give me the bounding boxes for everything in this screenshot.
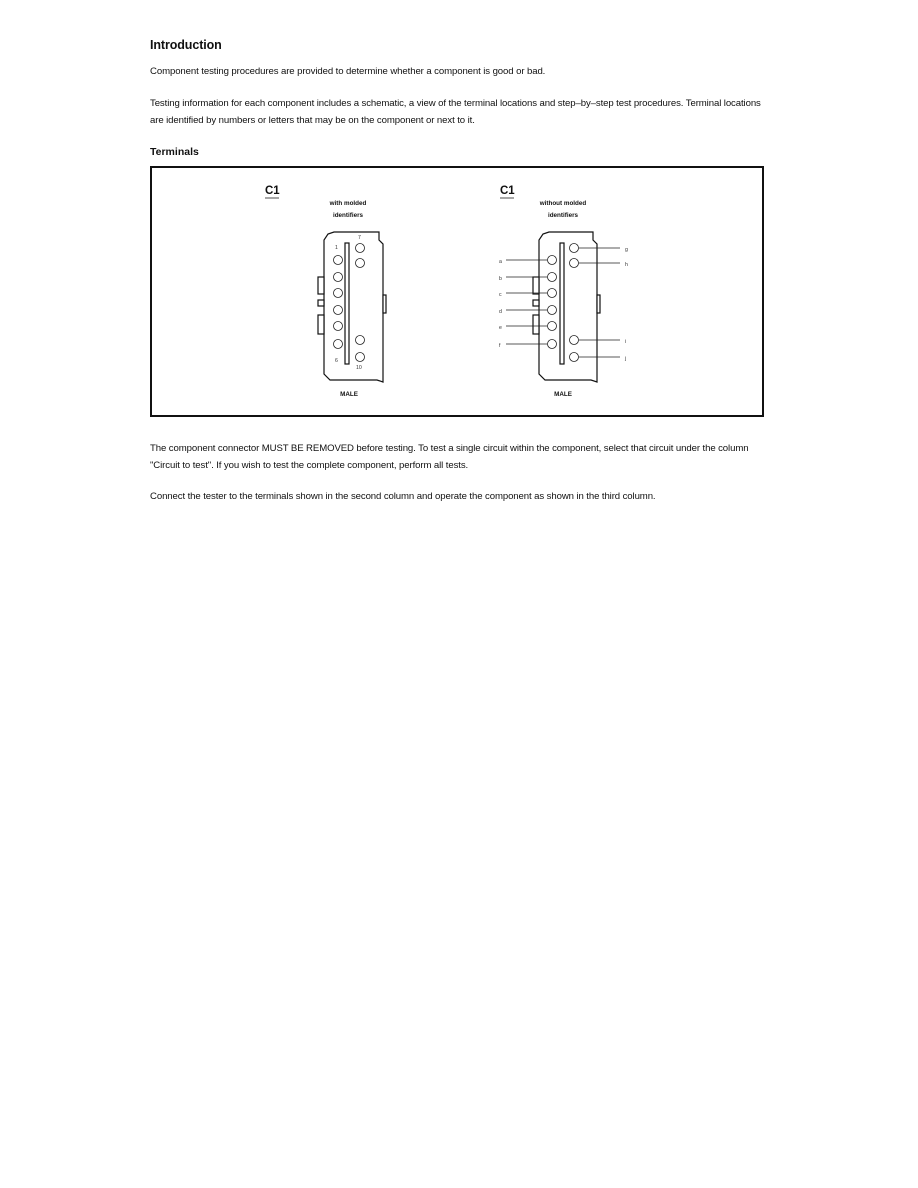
right-key-lower [533,315,539,334]
left-gender-label: MALE [340,391,358,398]
right-gender-label: MALE [554,391,572,398]
terminals-heading: Terminals [150,146,199,158]
right-connector-housing [539,232,597,382]
right-connector-label: C1 [500,185,515,197]
instructions-paragraph-1: The component connector MUST BE REMOVED before testing. To test a single circuit within the component, select that circuit under the column "Circuit to test". If you wish to test the complete component, perform all tests. [150,443,749,471]
connector-diagram [152,168,766,419]
right-key-upper [533,277,539,294]
right-caption-line2: identifiers [547,212,579,219]
right-pin-label-d: d [499,309,502,315]
right-pin-label-e: e [499,325,502,331]
left-key-middle [318,300,324,306]
right-key-middle [533,300,539,306]
right-pin-label-h: h [625,262,628,268]
right-pin-label-a: a [499,259,502,265]
left-pin-label-10: 10 [356,365,362,371]
left-pin-label-1: 1 [335,245,338,251]
connector-without-molded-identifiers [499,185,628,398]
right-pin-label-j: j [625,356,627,362]
left-caption-line1: with molded [329,200,367,207]
left-key-lower [318,315,324,334]
intro-paragraph-1: Component testing procedures are provided to determine whether a component is good or bad. [150,66,546,77]
terminals-figure [150,166,764,417]
right-latch [597,295,600,313]
left-divider-wall [345,243,349,364]
instructions-paragraph-2: Connect the tester to the terminals shown in the second column and operate the component as shown in the third column. [150,491,656,502]
right-pin-label-f: f [499,343,501,349]
left-pin-label-6: 6 [335,358,338,364]
right-divider-wall [560,243,564,364]
left-pin-label-7: 7 [358,235,361,241]
right-pin-label-g: g [625,247,628,253]
left-connector-label: C1 [265,185,280,197]
right-pin-label-b: b [499,276,502,282]
intro-paragraph-2: Testing information for each component includes a schematic, a view of the terminal locations and step–by–step test procedures. Terminal locations are identified by numbers or letters that may be on the component or next to it. [150,98,761,126]
left-connector-housing [324,232,383,382]
right-pin-label-c: c [499,292,502,298]
introduction-heading: Introduction [150,38,222,52]
right-pin-label-i: i [625,339,627,345]
left-latch [383,295,386,313]
left-key-upper [318,277,324,294]
left-caption-line2: identifiers [332,212,364,219]
right-caption-line1: without molded [539,200,587,207]
connector-with-molded-identifiers [265,185,386,398]
